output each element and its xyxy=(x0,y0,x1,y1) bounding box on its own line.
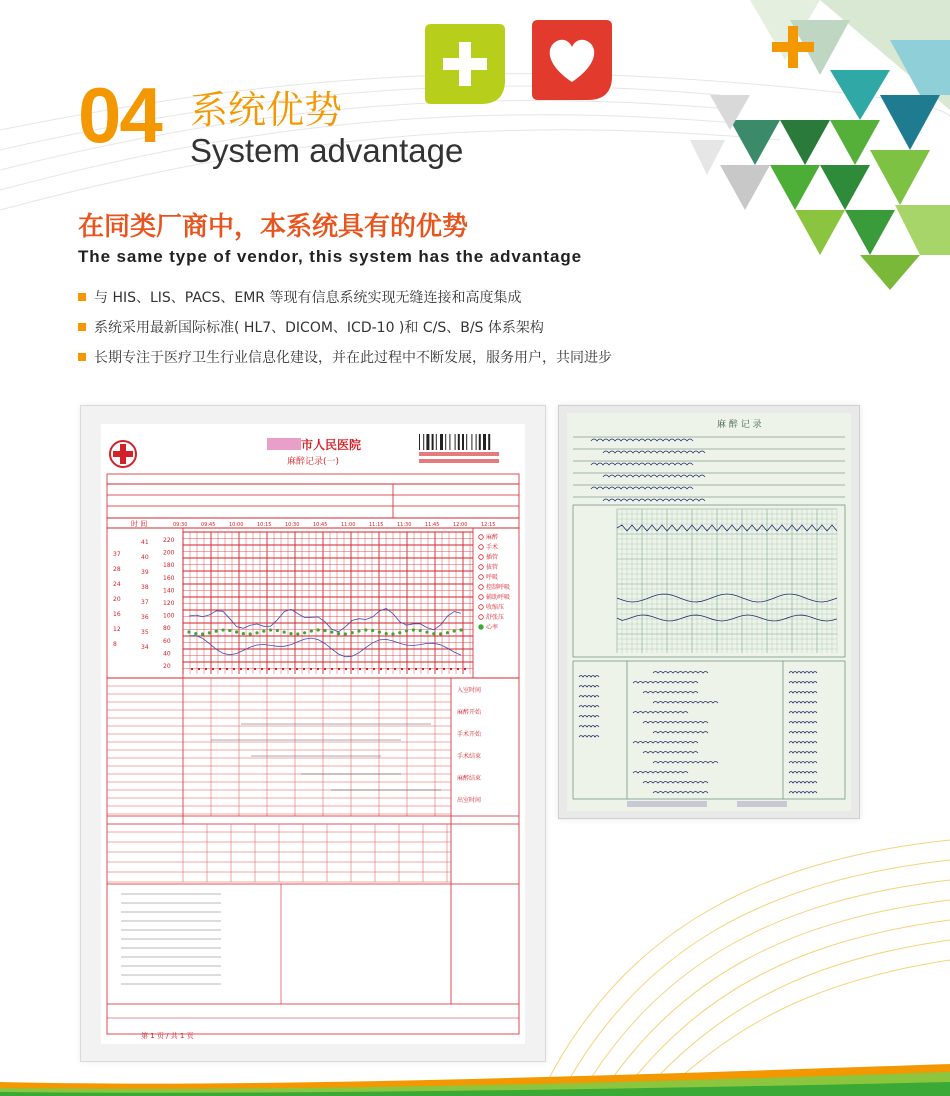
handwritten-note xyxy=(579,726,599,728)
time-tick-label: 11:00 xyxy=(341,522,356,528)
handwritten-note xyxy=(789,742,817,744)
legend-marker xyxy=(479,585,484,590)
mid-axis-label: 41 xyxy=(141,539,149,546)
heart-rate-point xyxy=(262,629,265,632)
right-axis-label: 80 xyxy=(163,625,171,633)
heart-rate-point xyxy=(412,628,415,631)
time-header-label: 时 间 xyxy=(131,520,148,528)
heart-rate-point xyxy=(357,629,360,632)
handwritten-form-drawing xyxy=(567,413,851,811)
handwritten-form-title: 麻 醉 记 录 xyxy=(717,420,762,430)
heart-rate-point xyxy=(215,630,218,633)
record-form-drawing xyxy=(101,424,525,1044)
event-marker xyxy=(450,668,452,670)
heart-rate-point xyxy=(296,632,299,635)
bullet-icon xyxy=(78,323,86,331)
anesthesia-record-handwritten xyxy=(558,405,860,819)
heart-rate-point xyxy=(310,629,313,632)
mid-axis-label: 38 xyxy=(141,584,149,591)
anesthesia-record-printed xyxy=(80,405,546,1062)
event-marker xyxy=(247,668,249,670)
left-axis-label: 20 xyxy=(113,596,121,603)
handwritten-note xyxy=(789,782,817,784)
summary-label: 麻醉结束 xyxy=(457,775,482,782)
legend-label: 舒张压 xyxy=(486,614,505,621)
handwritten-note xyxy=(653,702,718,704)
mid-axis-label: 40 xyxy=(141,554,149,561)
heart-rate-point xyxy=(269,628,272,631)
bullet-icon xyxy=(78,353,86,361)
event-marker xyxy=(387,668,389,670)
time-tick-label: 11:30 xyxy=(397,522,412,528)
handwritten-note xyxy=(579,696,599,698)
heart-rate-point xyxy=(446,631,449,634)
left-axis-label: 24 xyxy=(113,581,121,588)
legend-marker xyxy=(479,575,484,580)
hospital-name: 市人民医院 xyxy=(301,438,362,452)
feature-item xyxy=(78,346,612,376)
right-axis-label: 160 xyxy=(163,574,175,582)
handwritten-paper xyxy=(567,413,851,811)
handwritten-note xyxy=(643,782,708,784)
heart-rate-point xyxy=(364,628,367,631)
event-marker xyxy=(275,668,277,670)
event-marker xyxy=(296,668,298,670)
event-marker xyxy=(191,668,193,670)
handwritten-note xyxy=(789,712,817,714)
time-tick-label: 11:45 xyxy=(425,522,440,528)
event-marker xyxy=(429,668,431,670)
heart-rate-point xyxy=(405,629,408,632)
handwritten-note xyxy=(789,692,817,694)
subtitle-cn: 在同类厂商中，本系统具有的优势 xyxy=(78,212,469,242)
right-axis-label: 120 xyxy=(163,600,175,607)
heart-rate-point xyxy=(453,629,456,632)
summary-label: 麻醉开始 xyxy=(457,709,482,716)
heart-rate-point xyxy=(378,631,381,634)
heart-rate-point xyxy=(208,631,211,634)
time-tick-label: 09:30 xyxy=(173,522,188,528)
subtitle-en: The same type of vendor, this system has the advantage xyxy=(78,247,582,266)
event-marker xyxy=(380,668,382,670)
event-marker xyxy=(226,668,228,670)
event-marker xyxy=(415,668,417,670)
handwritten-note xyxy=(653,672,708,674)
event-marker xyxy=(373,668,375,670)
handwritten-note xyxy=(643,692,698,694)
event-marker xyxy=(240,668,242,670)
event-marker xyxy=(338,668,340,670)
event-marker xyxy=(359,668,361,670)
summary-label: 出室时间 xyxy=(457,797,482,804)
heart-rate-point xyxy=(371,629,374,632)
legend-label: 拔管 xyxy=(486,564,499,571)
heart-rate-point xyxy=(385,632,388,635)
time-tick-label: 12:00 xyxy=(453,522,468,528)
summary-label: 手术开始 xyxy=(457,731,482,738)
handwritten-note xyxy=(579,706,599,708)
heart-rate-point xyxy=(283,630,286,633)
handwritten-note xyxy=(789,772,817,774)
handwritten-note xyxy=(789,762,817,764)
legend-marker xyxy=(479,535,484,540)
event-marker xyxy=(352,668,354,670)
handwritten-note xyxy=(633,742,698,744)
feature-text: 系统采用最新国际标准( HL7、DICOM、ICD-10 )和 C/S、B/S 体系架构 xyxy=(94,320,544,336)
form-title: 麻醉记录(一) xyxy=(287,457,340,467)
time-tick-label: 12:15 xyxy=(481,522,496,528)
handwritten-note xyxy=(633,712,688,714)
event-marker xyxy=(212,668,214,670)
heart-rate-point xyxy=(391,632,394,635)
summary-label: 手术结束 xyxy=(457,753,482,760)
handwritten-note xyxy=(653,732,708,734)
legend-marker xyxy=(479,555,484,560)
heart-rate-point xyxy=(235,630,238,633)
heart-rate-point xyxy=(459,628,462,631)
right-axis-label: 180 xyxy=(163,562,175,570)
legend-marker xyxy=(479,595,484,600)
heart-rate-point xyxy=(323,629,326,632)
handwritten-note xyxy=(789,682,817,684)
feature-text: 与 HIS、LIS、PACS、EMR 等现有信息系统实现无缝连接和高度集成 xyxy=(94,290,522,306)
heart-rate-point xyxy=(303,631,306,634)
record-paper xyxy=(101,424,525,1044)
event-marker xyxy=(219,668,221,670)
handwritten-note xyxy=(789,702,817,704)
event-marker xyxy=(366,668,368,670)
event-marker xyxy=(268,668,270,670)
event-marker xyxy=(324,668,326,670)
handwritten-note xyxy=(591,439,693,441)
mid-axis-label: 36 xyxy=(141,614,149,621)
right-axis-label: 220 xyxy=(163,537,175,544)
section-number: 04 xyxy=(78,71,161,159)
legend-marker xyxy=(479,605,484,610)
heart-rate-point xyxy=(432,632,435,635)
time-tick-label: 11:15 xyxy=(369,522,384,528)
time-tick-label: 10:30 xyxy=(285,522,300,528)
heart-rate-point xyxy=(351,631,354,634)
right-axis-label: 40 xyxy=(163,650,171,658)
event-marker xyxy=(443,668,445,670)
handwritten-note xyxy=(653,792,708,794)
feature-list xyxy=(78,286,612,376)
event-marker xyxy=(317,668,319,670)
diastolic-curve xyxy=(189,636,461,657)
left-axis-label: 12 xyxy=(113,626,121,633)
right-axis-label: 20 xyxy=(163,663,171,670)
left-axis-label: 37 xyxy=(113,551,121,558)
event-marker xyxy=(261,668,263,670)
event-marker xyxy=(408,668,410,670)
heart-rate-point xyxy=(242,632,245,635)
legend-label: 心率 xyxy=(486,624,499,631)
time-tick-label: 10:15 xyxy=(257,522,272,528)
right-axis-label: 200 xyxy=(163,549,175,557)
handwritten-note xyxy=(789,732,817,734)
feature-item xyxy=(78,286,612,316)
heart-rate-point xyxy=(317,628,320,631)
heart-rate-point xyxy=(344,632,347,635)
systolic-curve xyxy=(189,609,461,632)
right-axis-label: 60 xyxy=(163,637,171,645)
event-marker xyxy=(205,668,207,670)
handwritten-note xyxy=(603,499,705,501)
summary-label: 入室时间 xyxy=(457,687,482,694)
mid-axis-label: 35 xyxy=(141,629,149,636)
barcode-icon xyxy=(419,434,499,463)
event-marker xyxy=(254,668,256,670)
event-marker xyxy=(282,668,284,670)
heart-rate-point xyxy=(398,631,401,634)
time-tick-label: 10:45 xyxy=(313,522,328,528)
handwritten-note xyxy=(579,686,599,688)
handwritten-note xyxy=(643,722,708,724)
event-marker xyxy=(401,668,403,670)
handwritten-note xyxy=(591,487,693,489)
handwritten-note xyxy=(789,752,817,754)
event-marker xyxy=(198,668,200,670)
event-marker xyxy=(457,668,459,670)
handwritten-note xyxy=(789,792,817,794)
event-marker xyxy=(345,668,347,670)
corner-geometric-decoration xyxy=(690,0,950,290)
heart-rate-point xyxy=(194,632,197,635)
heart-rate-point xyxy=(439,632,442,635)
handwritten-note xyxy=(789,722,817,724)
event-marker xyxy=(464,668,466,670)
bullet-icon xyxy=(78,293,86,301)
legend-marker xyxy=(479,615,484,620)
event-marker xyxy=(289,668,291,670)
event-marker xyxy=(394,668,396,670)
legend-label: 呼吸 xyxy=(486,574,499,581)
feature-item xyxy=(78,316,612,346)
handwritten-note xyxy=(633,682,698,684)
legend-label: 插管 xyxy=(486,554,499,561)
right-axis-label: 140 xyxy=(163,587,175,595)
event-marker xyxy=(233,668,235,670)
legend-marker xyxy=(479,545,484,550)
handwritten-note xyxy=(579,676,599,678)
legend-label: 控制呼吸 xyxy=(486,584,511,591)
heart-rate-point xyxy=(289,632,292,635)
event-marker xyxy=(303,668,305,670)
right-axis-label: 100 xyxy=(163,612,175,620)
bottom-color-band xyxy=(0,1064,950,1096)
section-title-cn: 系统优势 xyxy=(190,88,343,132)
heart-rate-point xyxy=(228,629,231,632)
heart-rate-point xyxy=(187,630,190,633)
left-axis-label: 16 xyxy=(113,611,121,618)
legend-label: 辅助呼吸 xyxy=(486,594,511,601)
time-tick-label: 10:00 xyxy=(229,522,244,528)
handwritten-note xyxy=(643,752,698,754)
heart-rate-point xyxy=(276,629,279,632)
handwritten-note xyxy=(633,772,688,774)
legend-label: 手术 xyxy=(486,544,499,551)
handwritten-note xyxy=(789,672,817,674)
time-tick-label: 09:45 xyxy=(201,522,216,528)
legend-marker xyxy=(479,565,484,570)
mid-axis-label: 37 xyxy=(141,599,149,606)
handwritten-note xyxy=(603,451,705,453)
mid-axis-label: 39 xyxy=(141,569,149,576)
event-marker xyxy=(422,668,424,670)
red-cross-icon xyxy=(110,441,136,467)
left-axis-label: 28 xyxy=(113,566,121,573)
event-marker xyxy=(436,668,438,670)
legend-label: 收缩压 xyxy=(486,604,505,611)
handwritten-note xyxy=(579,716,599,718)
heart-rate-point xyxy=(419,629,422,632)
page-footer: 第 1 页 / 共 1 页 xyxy=(141,1032,194,1040)
handwritten-note xyxy=(653,762,718,764)
plus-icon xyxy=(421,20,509,108)
handwritten-note xyxy=(579,736,599,738)
handwritten-note xyxy=(603,475,705,477)
feature-text: 长期专注于医疗卫生行业信息化建设，并在此过程中不断发展，服务用户，共同进步 xyxy=(94,350,612,366)
heart-rate-point xyxy=(201,632,204,635)
legend-marker xyxy=(479,625,484,630)
event-marker xyxy=(310,668,312,670)
heart-rate-point xyxy=(249,632,252,635)
mid-axis-label: 34 xyxy=(141,644,149,651)
legend-label: 麻醉 xyxy=(486,534,499,541)
heart-icon xyxy=(528,16,616,104)
section-title-en: System advantage xyxy=(190,132,464,169)
event-marker xyxy=(331,668,333,670)
handwritten-note xyxy=(591,463,693,465)
heart-rate-point xyxy=(337,632,340,635)
heart-rate-point xyxy=(255,631,258,634)
heart-rate-point xyxy=(425,631,428,634)
left-axis-label: 8 xyxy=(113,641,117,648)
heart-rate-point xyxy=(330,631,333,634)
heart-rate-point xyxy=(221,628,224,631)
